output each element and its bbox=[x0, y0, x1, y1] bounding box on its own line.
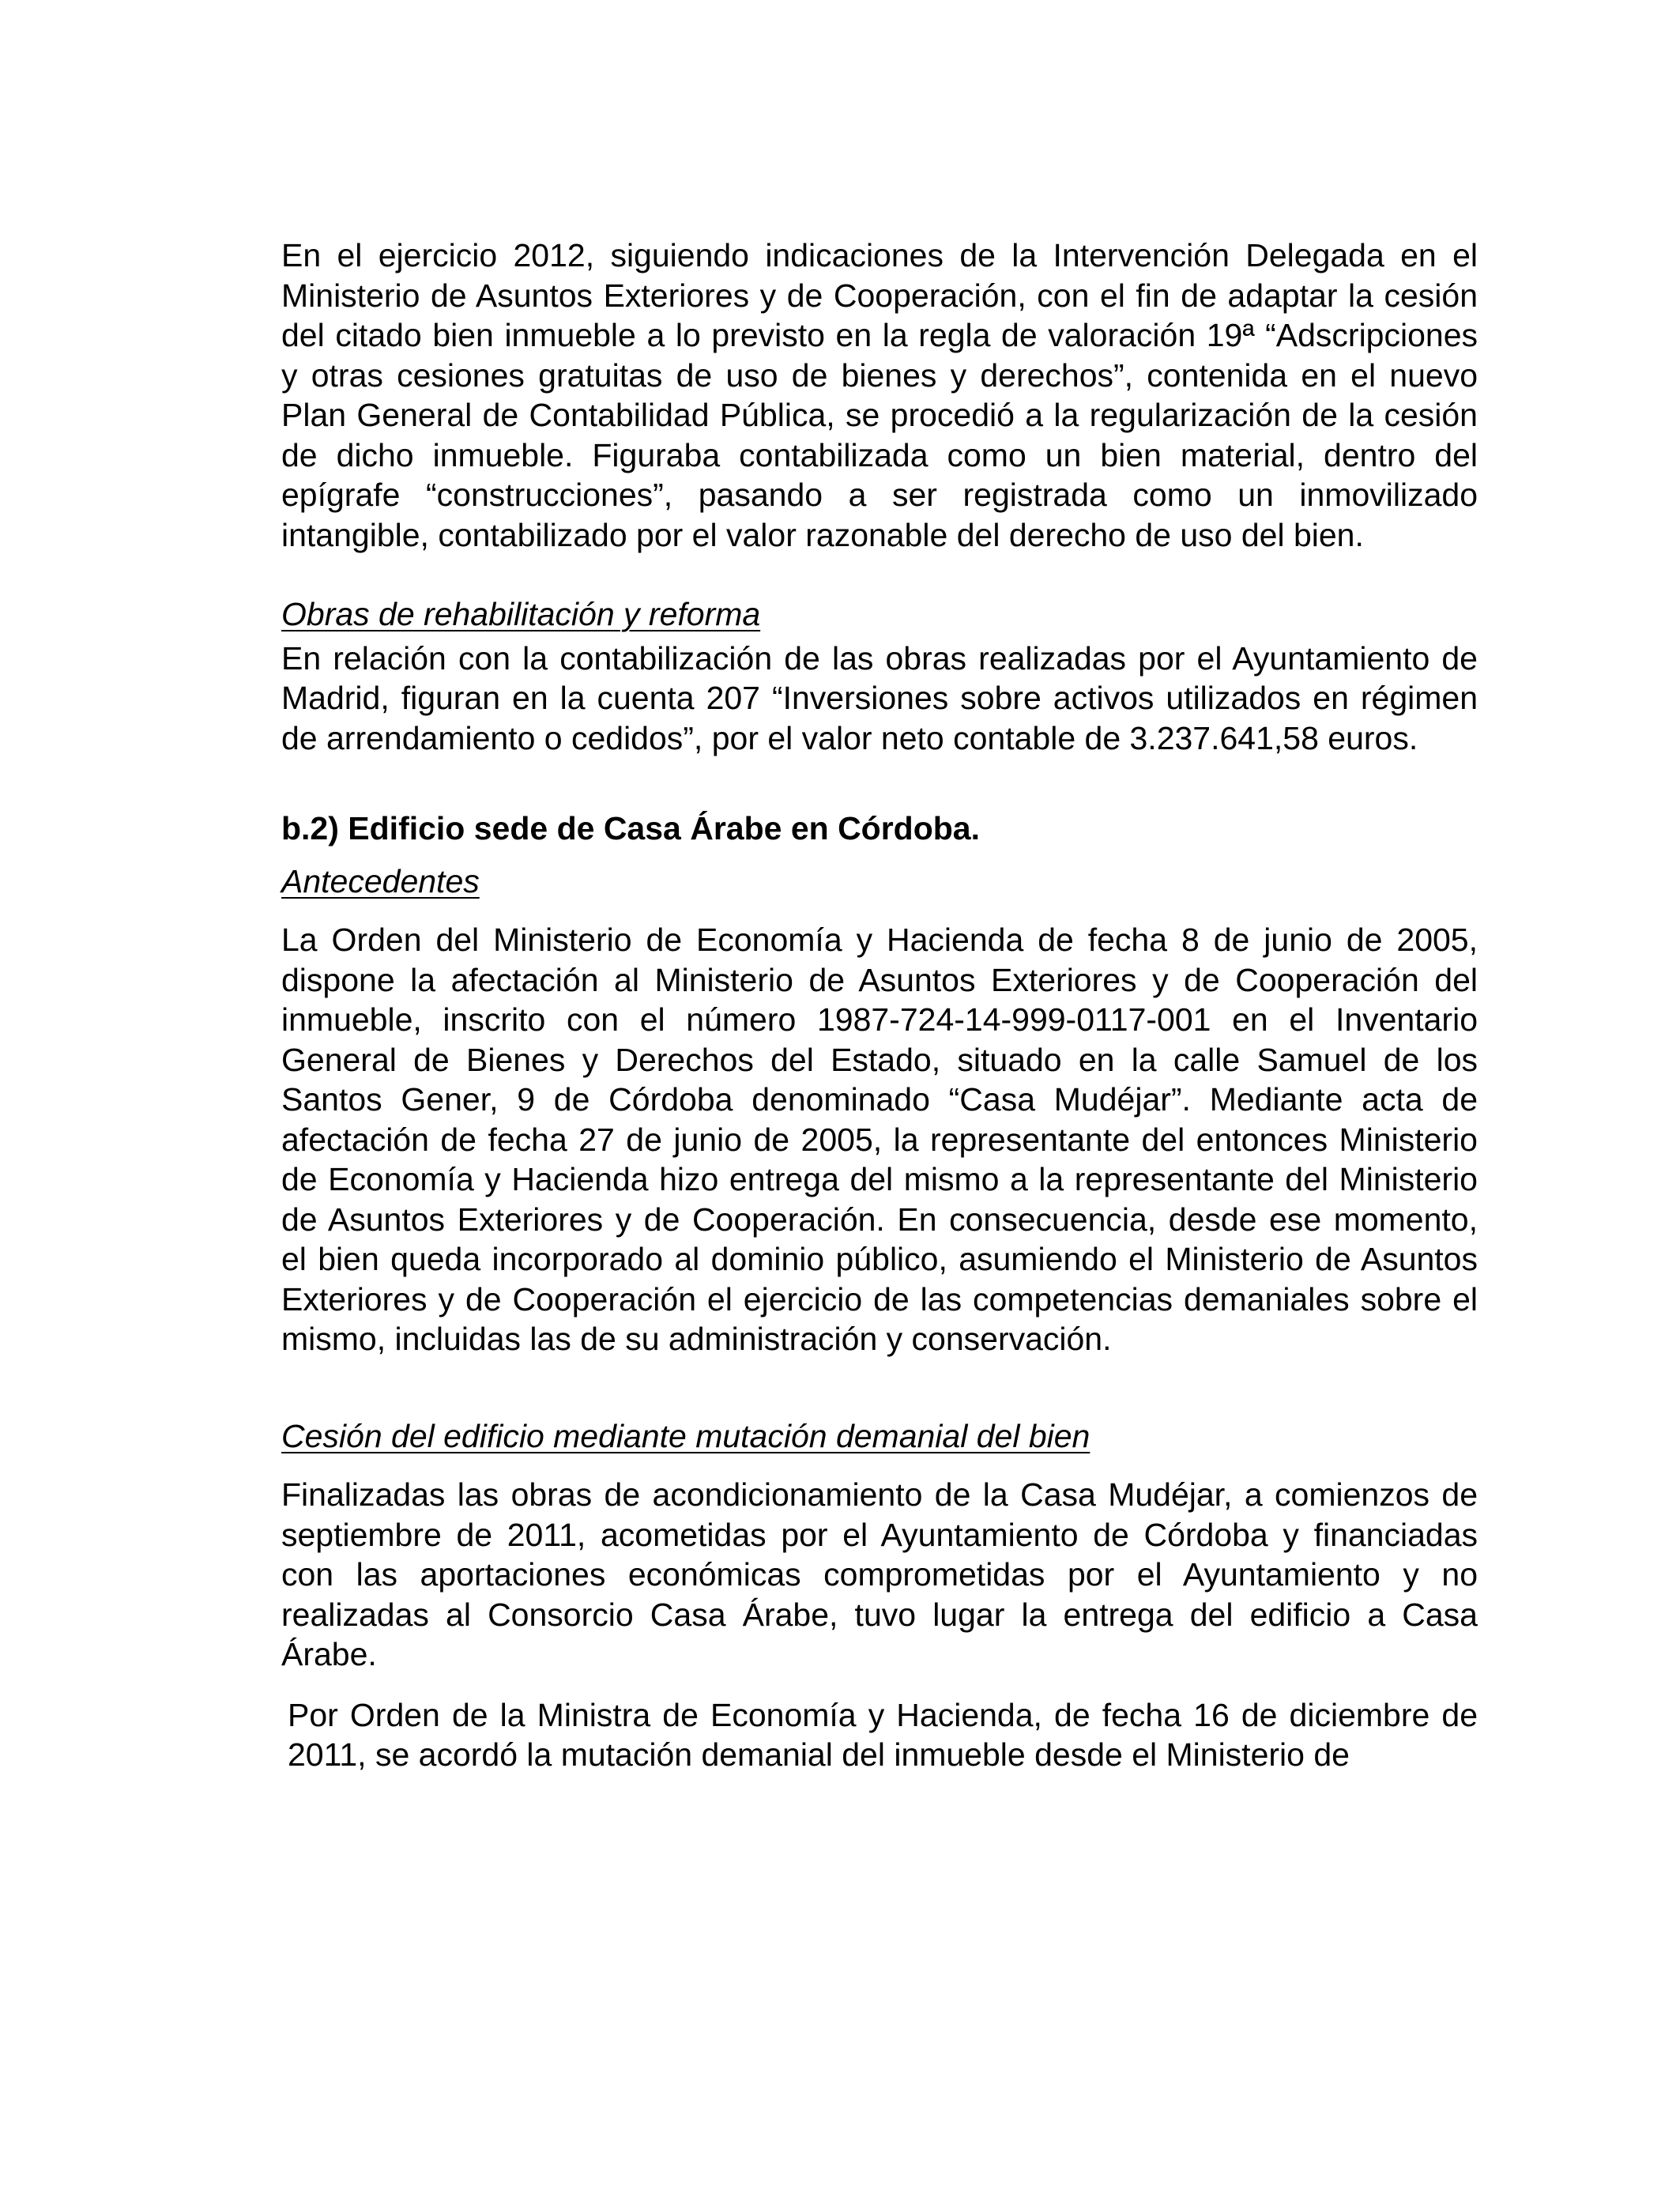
heading-obras-rehabilitacion: Obras de rehabilitación y reforma bbox=[281, 596, 761, 632]
paragraph-antecedentes: La Orden del Ministerio de Economía y Hacienda de fecha 8 de junio de 2005, dispone la afectación al Ministerio de Asuntos Exteriores y de Cooperación del inmueble, inscrito con el número 1987-724-14-999-0117-001 en el Inventario General de Bienes y Derechos del Estado, situado en la calle Samuel de los Santos Gener, 9 de Córdoba denominado “Casa Mudéjar”. Mediante acta de afectación de fecha 27 de junio de 2005, la representante del entonces Ministerio de Economía y Hacienda hizo entrega del mismo a la representante del Ministerio de Asuntos Exteriores y de Cooperación. En consecuencia, desde ese momento, el bien queda incorporado al dominio público, asumiendo el Ministerio de Asuntos Exteriores y de Cooperación el ejercicio de las competencias demaniales sobre el mismo, incluidas las de su administración y conservación. bbox=[281, 922, 1478, 1357]
heading-cesion-mutacion: Cesión del edificio mediante mutación demanial del bien bbox=[281, 1417, 1090, 1454]
paragraph-obras-contabilizacion: En relación con la contabilización de las obras realizadas por el Ayuntamiento de Madrid, figuran en la cuenta 207 “Inversiones sobre activos utilizados en régimen de arrendamiento o cedidos”, por el valor neto contable de 3.237.641,58 euros. bbox=[281, 639, 1478, 756]
paragraph-orden-ministra: Por Orden de la Ministra de Economía y Hacienda, de fecha 16 de diciembre de 2011, se acordó la mutación demanial del inmueble desde el Ministerio de bbox=[288, 1696, 1478, 1773]
section-heading-b2: b.2) Edificio sede de Casa Árabe en Córdoba. bbox=[281, 810, 981, 846]
paragraph-finalizadas-obras: Finalizadas las obras de acondicionamiento de la Casa Mudéjar, a comienzos de septiembre de 2011, acometidas por el Ayuntamiento de Córdoba y financiadas con las aportaciones económicas comprometidas por el Ayuntamiento y no realizadas al Consorcio Casa Árabe, tuvo lugar la entrega del edificio a Casa Árabe. bbox=[281, 1476, 1478, 1672]
paragraph-cesion-regularizacion: En el ejercicio 2012, siguiendo indicaciones de la Intervención Delegada en el Ministerio de Asuntos Exteriores y de Cooperación, con el fin de adaptar la cesión del citado bien inmueble a lo previsto en la regla de valoración 19ª “Adscripciones y otras cesiones gratuitas de uso de bienes y derechos”, contenida en el nuevo Plan General de Contabilidad Pública, se procedió a la regularización de la cesión de dicho inmueble. Figuraba contabilizada como un bien material, dentro del epígrafe “construcciones”, pasando a ser registrada como un inmovilizado intangible, contabilizado por el valor razonable del derecho de uso del bien. bbox=[281, 237, 1478, 553]
document-page bbox=[281, 236, 1478, 1775]
heading-antecedentes: Antecedentes bbox=[281, 862, 480, 899]
